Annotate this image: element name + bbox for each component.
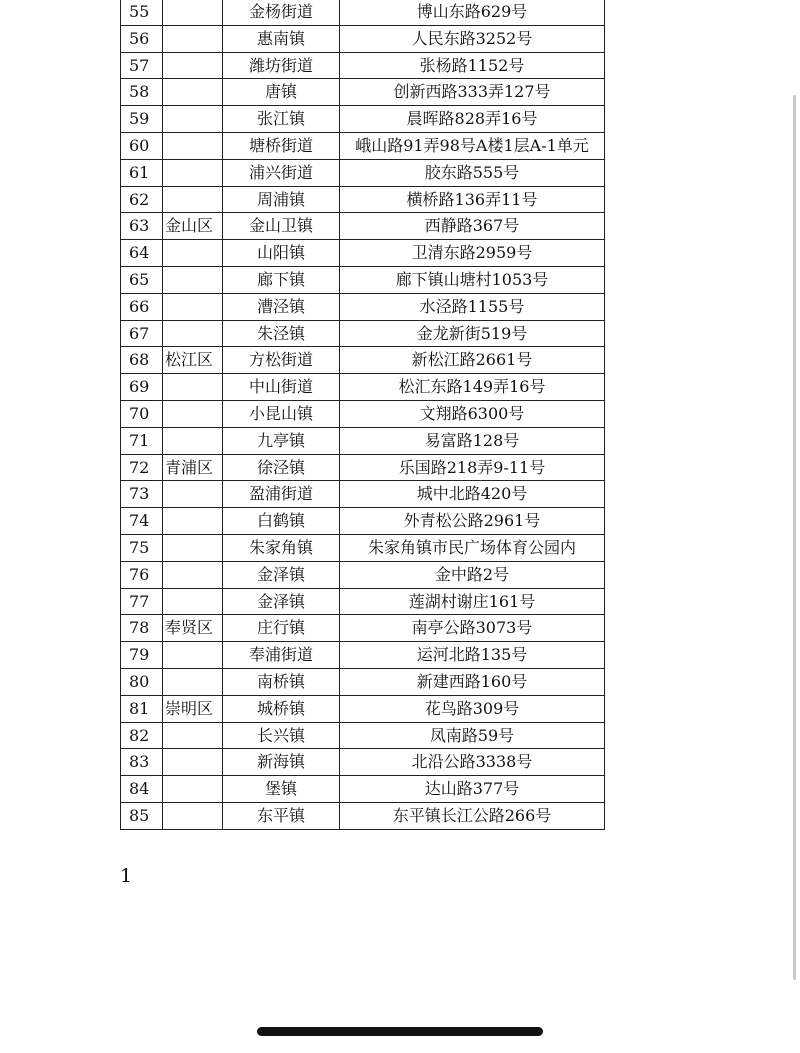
table-row [121,79,605,106]
district-cell [163,776,223,803]
district-cell [163,106,223,133]
address-cell: 南亭公路3073号 [340,615,605,642]
table-row [121,320,605,347]
district-cell [163,427,223,454]
district-cell [163,266,223,293]
district-cell [163,374,223,401]
district-cell [163,561,223,588]
address-cell: 外青松公路2961号 [340,508,605,535]
district-cell [163,668,223,695]
row-number-cell: 56 [121,25,163,52]
address-cell: 新建西路160号 [340,668,605,695]
row-number-cell: 76 [121,561,163,588]
address-cell: 花鸟路309号 [340,695,605,722]
table-row [121,588,605,615]
street-cell: 唐镇 [223,79,340,106]
table-row [121,186,605,213]
row-number-cell: 79 [121,642,163,669]
street-cell: 南桥镇 [223,668,340,695]
table-row [121,293,605,320]
address-cell: 张杨路1152号 [340,52,605,79]
row-number-cell: 80 [121,668,163,695]
table-row [121,668,605,695]
street-cell: 白鹤镇 [223,508,340,535]
row-number-cell: 57 [121,52,163,79]
address-cell: 峨山路91弄98号A楼1层A-1单元 [340,132,605,159]
district-cell: 崇明区 [163,695,223,722]
row-number-cell: 72 [121,454,163,481]
address-cell: 新松江路2661号 [340,347,605,374]
address-cell: 易富路128号 [340,427,605,454]
address-cell: 卫清东路2959号 [340,240,605,267]
street-cell: 九亭镇 [223,427,340,454]
table-row [121,749,605,776]
row-number-cell: 60 [121,132,163,159]
address-cell: 运河北路135号 [340,642,605,669]
district-cell [163,293,223,320]
district-cell [163,534,223,561]
street-cell: 东平镇 [223,802,340,829]
street-cell: 金泽镇 [223,588,340,615]
street-cell: 朱泾镇 [223,320,340,347]
district-cell [163,132,223,159]
address-cell: 凤南路59号 [340,722,605,749]
address-cell: 创新西路333弄127号 [340,79,605,106]
row-number-cell: 65 [121,266,163,293]
row-number-cell: 83 [121,749,163,776]
street-cell: 金泽镇 [223,561,340,588]
address-cell: 晨晖路828弄16号 [340,106,605,133]
district-cell: 青浦区 [163,454,223,481]
district-cell [163,400,223,427]
district-cell [163,802,223,829]
row-number-cell: 85 [121,802,163,829]
district-cell [163,0,223,25]
row-number-cell: 73 [121,481,163,508]
table-row [121,0,605,25]
address-cell: 人民东路3252号 [340,25,605,52]
row-number-cell: 71 [121,427,163,454]
address-cell: 乐国路218弄9-11号 [340,454,605,481]
street-cell: 奉浦街道 [223,642,340,669]
district-cell [163,52,223,79]
address-cell: 文翔路6300号 [340,400,605,427]
row-number-cell: 69 [121,374,163,401]
table-row [121,615,605,642]
street-cell: 盈浦街道 [223,481,340,508]
table-row [121,427,605,454]
district-cell: 金山区 [163,213,223,240]
district-cell [163,481,223,508]
table-row [121,266,605,293]
row-number-cell: 81 [121,695,163,722]
table-row [121,132,605,159]
row-number-cell: 68 [121,347,163,374]
district-cell [163,642,223,669]
street-cell: 长兴镇 [223,722,340,749]
address-cell: 横桥路136弄11号 [340,186,605,213]
address-cell: 东平镇长江公路266号 [340,802,605,829]
table-row [121,508,605,535]
street-cell: 方松街道 [223,347,340,374]
address-cell: 水泾路1155号 [340,293,605,320]
row-number-cell: 75 [121,534,163,561]
table-row [121,347,605,374]
district-cell [163,79,223,106]
table-row [121,534,605,561]
table-row [121,776,605,803]
table-row [121,213,605,240]
row-number-cell: 74 [121,508,163,535]
address-cell: 博山东路629号 [340,0,605,25]
table-row [121,695,605,722]
district-cell: 松江区 [163,347,223,374]
table-row [121,159,605,186]
street-cell: 塘桥街道 [223,132,340,159]
district-cell [163,320,223,347]
street-cell: 廊下镇 [223,266,340,293]
district-cell [163,508,223,535]
row-number-cell: 66 [121,293,163,320]
street-cell: 小昆山镇 [223,400,340,427]
table-body [121,0,605,829]
address-cell: 北沿公路3338号 [340,749,605,776]
document-table-container [120,0,604,830]
table-row [121,722,605,749]
row-number-cell: 62 [121,186,163,213]
district-cell [163,588,223,615]
table-row [121,454,605,481]
location-table [120,0,605,830]
district-cell [163,749,223,776]
street-cell: 潍坊街道 [223,52,340,79]
district-cell [163,722,223,749]
street-cell: 金杨街道 [223,0,340,25]
address-cell: 松汇东路149弄16号 [340,374,605,401]
row-number-cell: 55 [121,0,163,25]
page-number: 1 [120,865,133,887]
street-cell: 中山街道 [223,374,340,401]
table-row [121,106,605,133]
table-row [121,561,605,588]
table-row [121,240,605,267]
street-cell: 惠南镇 [223,25,340,52]
street-cell: 漕泾镇 [223,293,340,320]
address-cell: 金中路2号 [340,561,605,588]
district-cell [163,25,223,52]
table-row [121,52,605,79]
row-number-cell: 63 [121,213,163,240]
row-number-cell: 58 [121,79,163,106]
row-number-cell: 84 [121,776,163,803]
street-cell: 新海镇 [223,749,340,776]
district-cell [163,240,223,267]
row-number-cell: 82 [121,722,163,749]
address-cell: 胶东路555号 [340,159,605,186]
street-cell: 徐泾镇 [223,454,340,481]
street-cell: 朱家角镇 [223,534,340,561]
street-cell: 浦兴街道 [223,159,340,186]
street-cell: 堡镇 [223,776,340,803]
table-row [121,400,605,427]
row-number-cell: 59 [121,106,163,133]
address-cell: 城中北路420号 [340,481,605,508]
table-row [121,481,605,508]
address-cell: 达山路377号 [340,776,605,803]
scrollbar[interactable] [793,95,796,980]
district-cell [163,186,223,213]
street-cell: 庄行镇 [223,615,340,642]
row-number-cell: 61 [121,159,163,186]
table-row [121,642,605,669]
street-cell: 张江镇 [223,106,340,133]
street-cell: 金山卫镇 [223,213,340,240]
row-number-cell: 77 [121,588,163,615]
row-number-cell: 67 [121,320,163,347]
address-cell: 西静路367号 [340,213,605,240]
address-cell: 朱家角镇市民广场体育公园内 [340,534,605,561]
district-cell [163,159,223,186]
street-cell: 山阳镇 [223,240,340,267]
home-indicator[interactable] [257,1027,543,1036]
table-row [121,25,605,52]
street-cell: 周浦镇 [223,186,340,213]
address-cell: 廊下镇山塘村1053号 [340,266,605,293]
address-cell: 莲湖村谢庄161号 [340,588,605,615]
row-number-cell: 64 [121,240,163,267]
row-number-cell: 78 [121,615,163,642]
address-cell: 金龙新街519号 [340,320,605,347]
row-number-cell: 70 [121,400,163,427]
table-row [121,802,605,829]
street-cell: 城桥镇 [223,695,340,722]
district-cell: 奉贤区 [163,615,223,642]
table-row [121,374,605,401]
